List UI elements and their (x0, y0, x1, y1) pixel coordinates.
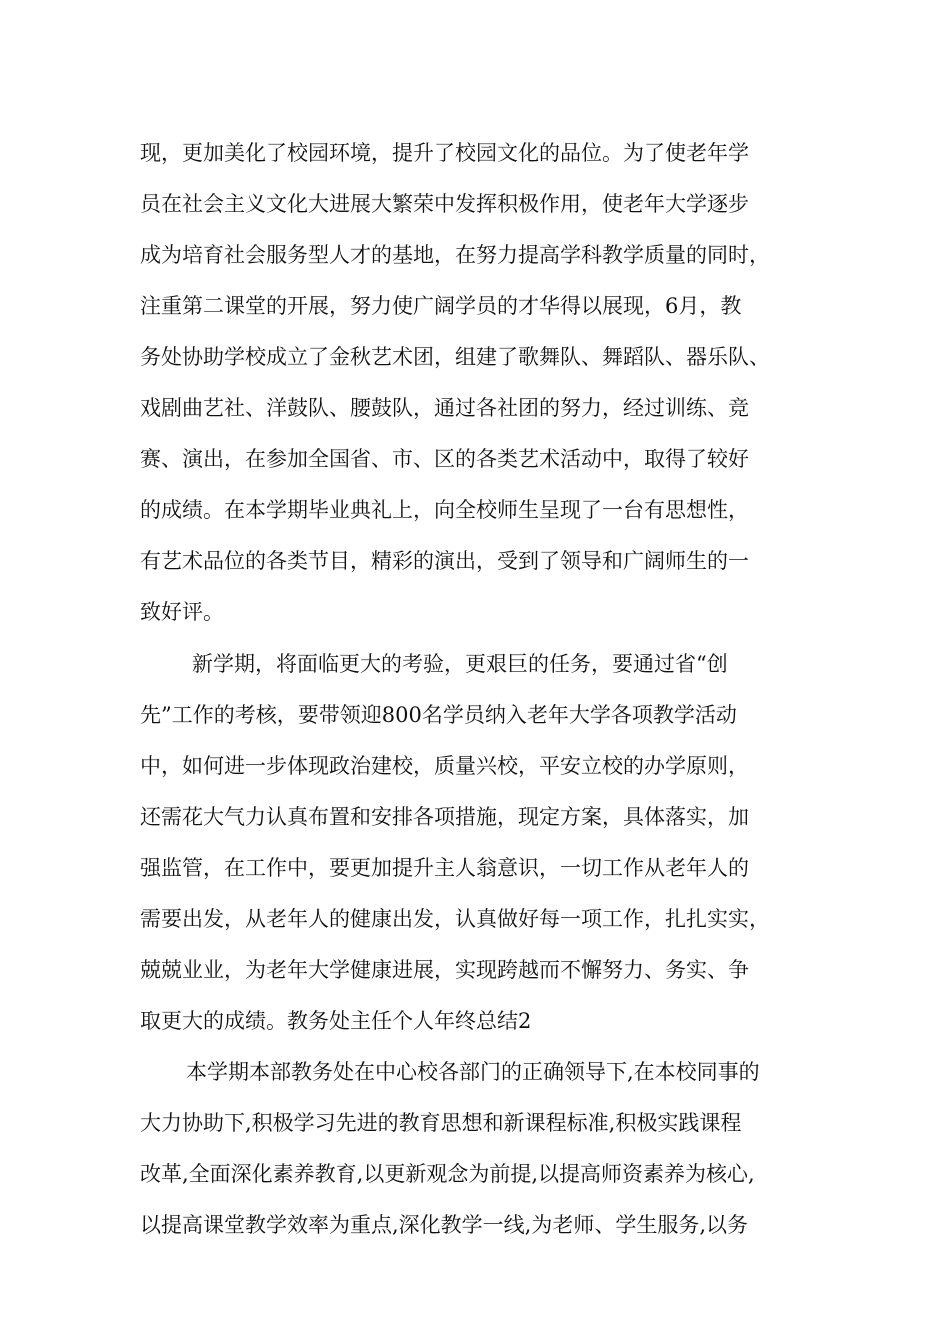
text-line: 还需花大气力认真布置和安排各项措施，现定方案，具体落实，加 (140, 805, 749, 829)
text-line: 致好评。 (140, 600, 224, 624)
text-line: 有艺术品位的各类节目，精彩的演出，受到了领导和广阔师生的一 (140, 549, 749, 573)
text-line: 改革,全面深化素养教育,以更新观念为前提,以提高师资素养为核心, (140, 1162, 755, 1186)
text-line: 成为培育社会服务型人才的基地，在努力提高学科教学质量的同时， (140, 243, 770, 267)
text-line: 现，更加美化了校园环境，提升了校园文化的品位。为了使老年学 (140, 141, 749, 165)
text-line: 先”工作的考核，要带领迎800名学员纳入老年大学各项教学活动 (140, 703, 737, 727)
text-line: 中，如何进一步体现政治建校，质量兴校，平安立校的办学原则， (140, 754, 749, 778)
text-line: 需要出发，从老年人的健康出发，认真做好每一项工作，扎扎实实， (140, 907, 770, 931)
text-line: 的成绩。在本学期毕业典礼上，向全校师生呈现了一台有思想性， (140, 498, 749, 522)
text-line: 本学期本部教务处在中心校各部门的正确领导下,在本校同事的 (186, 1060, 760, 1084)
text-line: 务处协助学校成立了金秋艺术团，组建了歌舞队、舞蹈队、器乐队、 (140, 345, 770, 369)
text-line: 赛、演出，在参加全国省、市、区的各类艺术活动中，取得了较好 (140, 447, 749, 471)
text-line: 员在社会主义文化大进展大繁荣中发挥积极作用，使老年大学逐步 (140, 192, 749, 216)
text-line: 注重第二课堂的开展，努力使广阔学员的才华得以展现，6月，教 (140, 294, 742, 318)
text-line: 取更大的成绩。教务处主任个人年终总结2 (140, 1009, 532, 1033)
text-line: 大力协助下,积极学习先进的教育思想和新课程标准,积极实践课程 (140, 1111, 742, 1135)
text-line: 强监管，在工作中，要更加提升主人翁意识，一切工作从老年人的 (140, 856, 749, 880)
text-line: 戏剧曲艺社、洋鼓队、腰鼓队，通过各社团的努力，经过训练、竞 (140, 396, 749, 420)
text-line: 以提高课堂教学效率为重点,深化教学一线,为老师、学生服务,以务 (140, 1213, 749, 1237)
text-line: 兢兢业业，为老年大学健康进展，实现跨越而不懈努力、务实、争 (140, 958, 749, 982)
text-line: 新学期，将面临更大的考验，更艰巨的任务，要通过省“创 (192, 652, 728, 676)
